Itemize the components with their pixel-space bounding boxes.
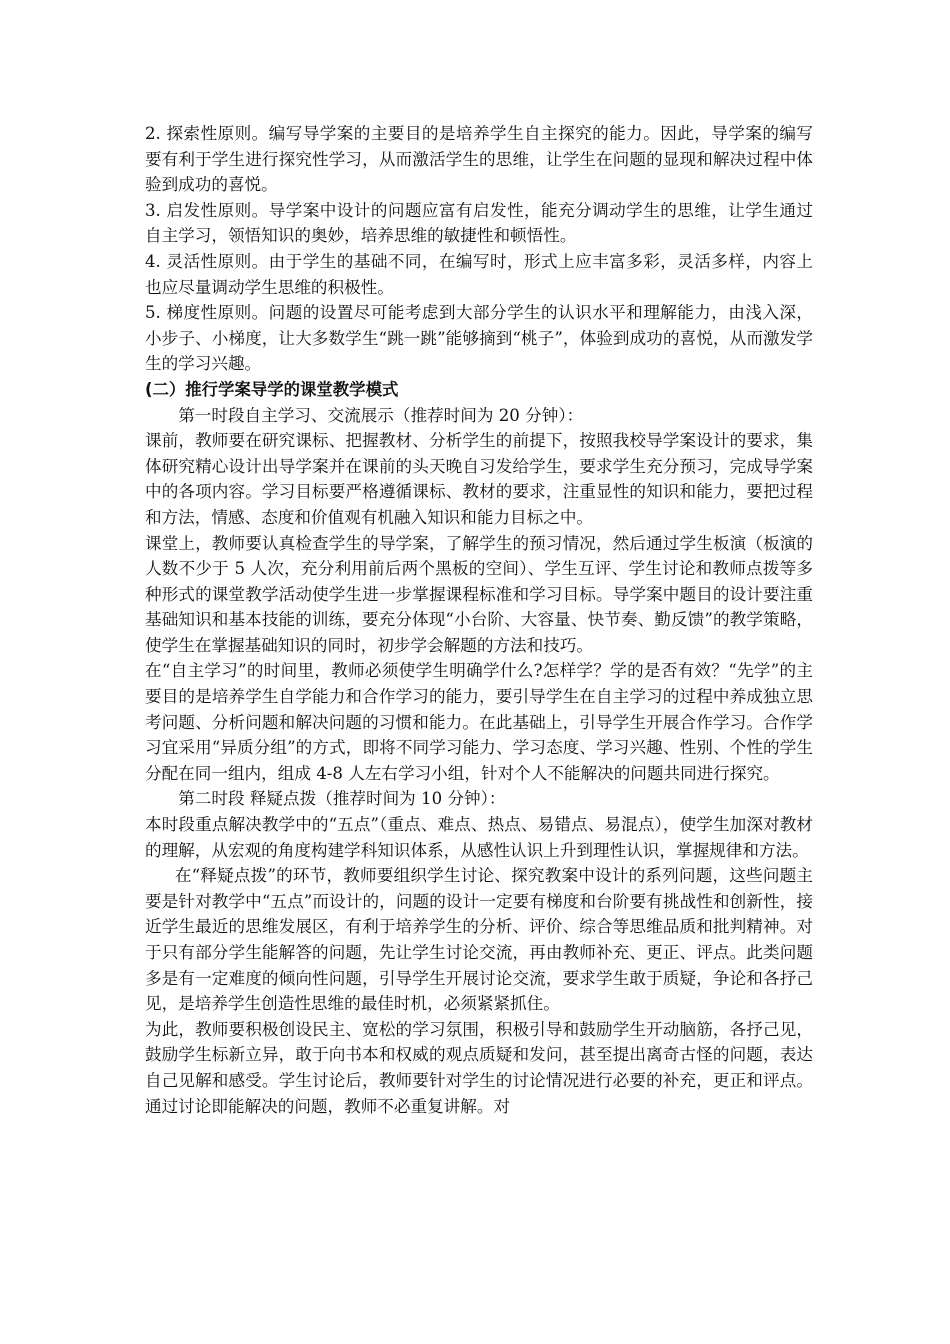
section-heading: (二）推行学案导学的课堂教学模式 bbox=[145, 379, 399, 399]
paragraph-principle-4: 4. 灵活性原则。由于学生的基础不同，在编写时，形式上应丰富多彩，灵活多样，内容上也应尽量调动学生思维的积极性。 bbox=[145, 251, 813, 297]
stage-one-title: 第一时段自主学习、交流展示（推荐时间为 20 分钟）： bbox=[178, 405, 584, 425]
paragraph-principle-3: 3. 启发性原则。导学案中设计的问题应富有启发性，能充分调动学生的思维，让学生通过自主学习，领悟知识的奥妙，培养思维的敏捷性和顿悟性。 bbox=[145, 200, 813, 246]
paragraph-before-class: 课前，教师要在研究课标、把握教材、分析学生的前提下，按照我校导学案设计的要求，集体研究精心设计出导学案并在课前的头天晚自习发给学生，要求学生充分预习，完成导学案中的各项内容。学习目标要严格遵循课标、教材的要求，注重显性的知识和能力，要把过程和方法，情感、态度和价值观有机融入知识和能力目标之中。 bbox=[145, 431, 813, 527]
paragraph-principle-2: 2. 探索性原则。编写导学案的主要目的是培养学生自主探究的能力。因此，导学案的编写要有利于学生进行探究性学习，从而激活学生的思维，让学生在问题的显现和解决过程中体验到成功的喜悦。 bbox=[145, 124, 813, 195]
paragraph-self-study: 在“自主学习”的时间里，教师必须使学生明确学什么?怎样学？学的是否有效？“先学”的主要目的是培养学生自学能力和合作学习的能力，要引导学生在自主学习的过程中养成独立思考问题、分析问题和解决问题的习惯和能力。在此基础上，引导学生开展合作学习。合作学习宜采用“异质分组”的方式，即将不同学习能力、学习态度、学习兴趣、性别、个性的学生分配在同一组内，组成 4-8 人左右学习小组，针对个人不能解决的问题共同进行探究。 bbox=[145, 661, 813, 783]
document-page bbox=[145, 121, 813, 1119]
paragraph-atmosphere: 为此，教师要积极创设民主、宽松的学习氛围，积极引导和鼓励学生开动脑筋，各抒己见，鼓励学生标新立异，敢于向书本和权威的观点质疑和发问，甚至提出离奇古怪的问题，表达自己见解和感受。学生讨论后，教师要针对学生的讨论情况进行必要的补充，更正和评点。通过讨论即能解决的问题，教师不必重复讲解。对 bbox=[145, 1019, 813, 1116]
paragraph-five-points: 本时段重点解决教学中的“五点”（重点、难点、热点、易错点、易混点），使学生加深对教材的理解，从宏观的角度构建学科知识体系，从感性认识上升到理性认识，掌握规律和方法。 bbox=[145, 815, 813, 860]
paragraph-discussion: 在“释疑点拨”的环节，教师要组织学生讨论、探究教案中设计的系列问题，这些问题主要是针对教学中“五点”而设计的，问题的设计一定要有梯度和台阶要有挑战性和创新性，接近学生最近的思维发展区，有利于培养学生的分析、评价、综合等思维品质和批判精神。对于只有部分学生能解答的问题，先让学生讨论交流，再由教师补充、更正、评点。此类问题多是有一定难度的倾向性问题，引导学生开展讨论交流，要求学生敢于质疑，争论和各抒己见，是培养学生创造性思维的最佳时机，必须紧紧抓住。 bbox=[145, 866, 813, 1014]
paragraph-in-class: 课堂上，教师要认真检查学生的导学案，了解学生的预习情况，然后通过学生板演（板演的人数不少于 5 人次，充分利用前后两个黑板的空间）、学生互评、学生讨论和教师点拨等多种形式的课堂教学活动使学生进一步掌握课程标准和学习目标。导学案中题目的设计要注重基础知识和基本技能的训练，要充分体现“小台阶、大容量、快节奏、勤反馈”的教学策略，使学生在掌握基础知识的同时，初步学会解题的方法和技巧。 bbox=[145, 533, 813, 655]
stage-two-title: 第二时段 释疑点拨（推荐时间为 10 分钟）： bbox=[178, 789, 506, 809]
paragraph-principle-5: 5. 梯度性原则。问题的设置尽可能考虑到大部分学生的认识水平和理解能力，由浅入深，小步子、小梯度，让大多数学生“跳一跳”能够摘到“桃子”，体验到成功的喜悦，从而激发学生的学习兴趣。 bbox=[145, 303, 813, 374]
